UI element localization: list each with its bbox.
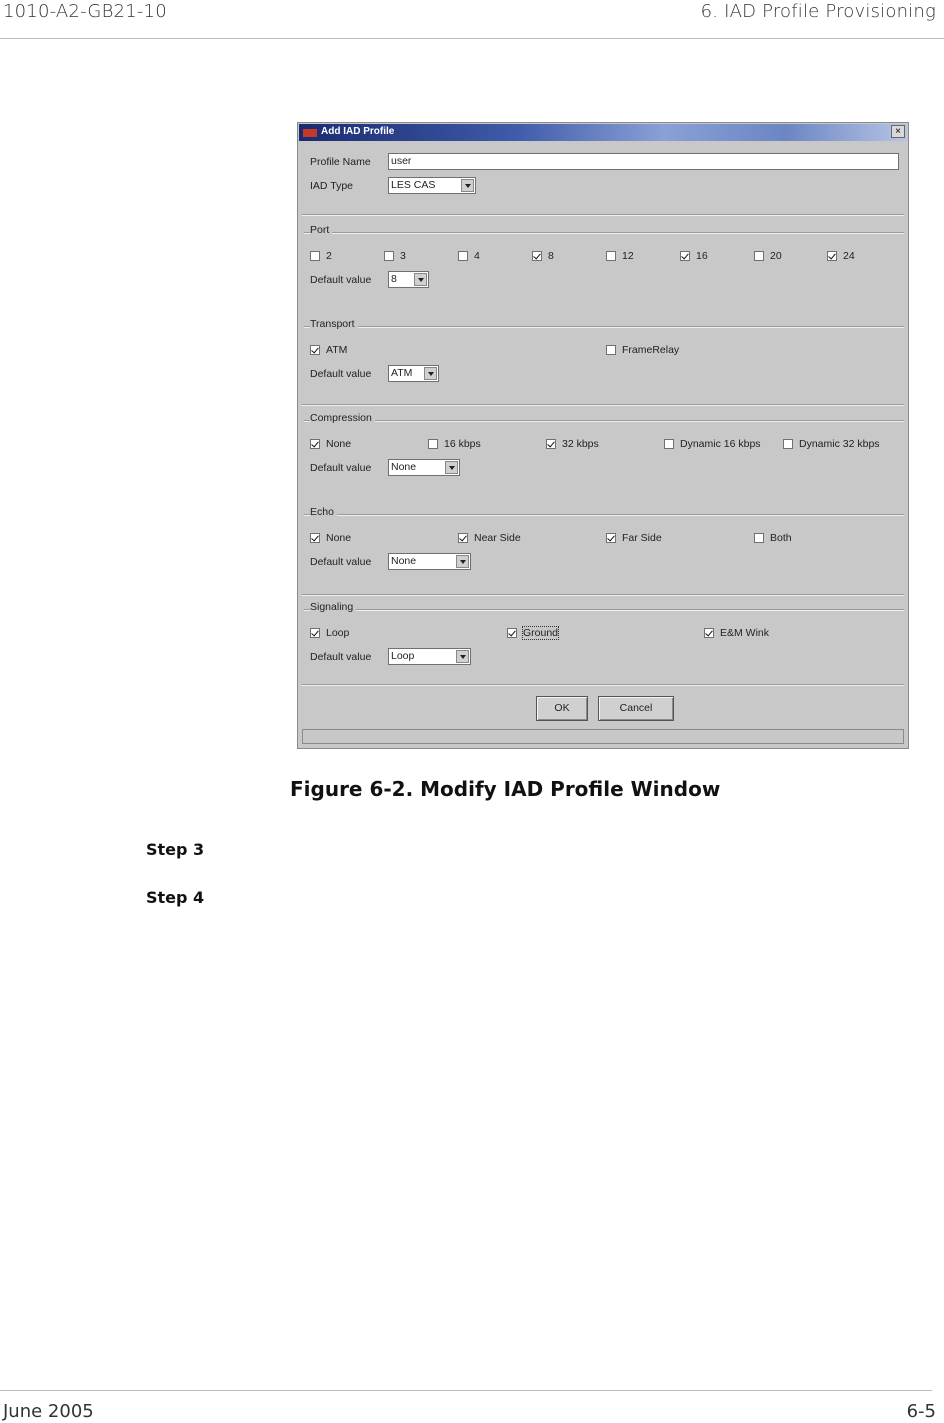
port-4-label: 4 xyxy=(474,250,480,262)
compression-default-label: Default value xyxy=(310,462,372,474)
signaling-default-label: Default value xyxy=(310,651,372,663)
compression-16kbps-checkbox[interactable] xyxy=(428,439,438,449)
status-bar xyxy=(302,729,904,744)
signaling-em-wink-checkbox[interactable] xyxy=(704,628,714,638)
echo-none-label: None xyxy=(326,532,352,544)
port-24-label: 24 xyxy=(843,250,855,262)
port-default-value: 8 xyxy=(391,273,397,285)
transport-default-value: ATM xyxy=(391,367,413,379)
transport-framerelay-checkbox[interactable] xyxy=(606,345,616,355)
compression-dynamic-16kbps-checkbox[interactable] xyxy=(664,439,674,449)
echo-both-checkbox[interactable] xyxy=(754,533,764,543)
echo-default-select[interactable] xyxy=(388,553,471,570)
compression-dynamic-32kbps-label: Dynamic 32 kbps xyxy=(799,438,880,450)
compression-none-checkbox[interactable] xyxy=(310,439,320,449)
footer-rule xyxy=(0,1390,932,1391)
transport-atm-checkbox[interactable] xyxy=(310,345,320,355)
transport-default-label: Default value xyxy=(310,368,372,380)
app-icon xyxy=(303,129,317,137)
port-2-checkbox[interactable] xyxy=(310,251,320,261)
compression-group-line xyxy=(304,420,904,422)
port-20-checkbox[interactable] xyxy=(754,251,764,261)
chevron-down-icon[interactable] xyxy=(461,179,474,192)
chapter-title: 6. IAD Profile Provisioning xyxy=(700,1,936,22)
chevron-down-icon[interactable] xyxy=(424,367,437,380)
iad-type-value: LES CAS xyxy=(391,179,436,191)
port-group-title: Port xyxy=(310,224,332,236)
signaling-loop-checkbox[interactable] xyxy=(310,628,320,638)
ok-button[interactable]: OK xyxy=(536,696,588,721)
port-16-label: 16 xyxy=(696,250,708,262)
port-8-label: 8 xyxy=(548,250,554,262)
port-3-label: 3 xyxy=(400,250,406,262)
port-12-label: 12 xyxy=(622,250,634,262)
chevron-down-icon[interactable] xyxy=(456,650,469,663)
signaling-default-select[interactable] xyxy=(388,648,471,665)
transport-atm-label: ATM xyxy=(326,344,348,356)
transport-framerelay-label: FrameRelay xyxy=(622,344,680,356)
signaling-ground-label: Ground xyxy=(523,627,559,639)
compression-dynamic-16kbps-label: Dynamic 16 kbps xyxy=(680,438,761,450)
port-3-checkbox[interactable] xyxy=(384,251,394,261)
compression-32kbps-checkbox[interactable] xyxy=(546,439,556,449)
figure-caption: Figure 6-2. Modify IAD Profile Window xyxy=(290,777,721,801)
echo-default-value: None xyxy=(391,555,417,567)
echo-near-side-label: Near Side xyxy=(474,532,521,544)
port-16-checkbox[interactable] xyxy=(680,251,690,261)
compression-none-label: None xyxy=(326,438,352,450)
signaling-em-wink-label: E&M Wink xyxy=(720,627,770,639)
step-3-label: Step 3 xyxy=(146,840,205,859)
chevron-down-icon[interactable] xyxy=(445,461,458,474)
divider xyxy=(302,214,904,216)
document-id: 1010-A2-GB21-10 xyxy=(3,1,167,22)
echo-far-side-label: Far Side xyxy=(622,532,662,544)
echo-group-title: Echo xyxy=(310,506,337,518)
compression-group-title: Compression xyxy=(310,412,375,424)
page-number: 6-5 xyxy=(906,1401,936,1422)
profile-name-input[interactable]: user xyxy=(388,153,899,170)
transport-default-select[interactable] xyxy=(388,365,439,382)
port-default-label: Default value xyxy=(310,274,372,286)
port-2-label: 2 xyxy=(326,250,332,262)
chevron-down-icon[interactable] xyxy=(414,273,427,286)
step-4-label: Step 4 xyxy=(146,888,205,907)
window-titlebar[interactable] xyxy=(299,124,907,141)
port-default-select[interactable] xyxy=(388,271,429,288)
page-header xyxy=(0,0,944,39)
transport-group-line xyxy=(304,326,904,328)
add-iad-profile-window xyxy=(297,122,909,749)
iad-type-label: IAD Type xyxy=(310,180,353,192)
echo-none-checkbox[interactable] xyxy=(310,533,320,543)
port-group-line xyxy=(304,232,904,234)
echo-far-side-checkbox[interactable] xyxy=(606,533,616,543)
compression-default-select[interactable] xyxy=(388,459,460,476)
signaling-group-line xyxy=(304,609,904,611)
cancel-button[interactable]: Cancel xyxy=(598,696,674,721)
port-20-label: 20 xyxy=(770,250,782,262)
signaling-default-value: Loop xyxy=(391,650,415,662)
signaling-group-title: Signaling xyxy=(310,601,356,613)
divider xyxy=(302,404,904,406)
port-12-checkbox[interactable] xyxy=(606,251,616,261)
signaling-ground-checkbox[interactable] xyxy=(507,628,517,638)
echo-default-label: Default value xyxy=(310,556,372,568)
iad-type-select[interactable] xyxy=(388,177,476,194)
signaling-loop-label: Loop xyxy=(326,627,350,639)
profile-name-label: Profile Name xyxy=(310,156,371,168)
port-8-checkbox[interactable] xyxy=(532,251,542,261)
compression-32kbps-label: 32 kbps xyxy=(562,438,599,450)
compression-dynamic-32kbps-checkbox[interactable] xyxy=(783,439,793,449)
footer-date: June 2005 xyxy=(3,1401,94,1422)
chevron-down-icon[interactable] xyxy=(456,555,469,568)
compression-default-value: None xyxy=(391,461,417,473)
divider xyxy=(302,594,904,596)
echo-group-line xyxy=(304,514,904,516)
port-24-checkbox[interactable] xyxy=(827,251,837,261)
transport-group-title: Transport xyxy=(310,318,358,330)
port-4-checkbox[interactable] xyxy=(458,251,468,261)
echo-both-label: Both xyxy=(770,532,792,544)
echo-near-side-checkbox[interactable] xyxy=(458,533,468,543)
window-title: Add IAD Profile xyxy=(321,126,395,137)
compression-16kbps-label: 16 kbps xyxy=(444,438,481,450)
close-icon[interactable]: × xyxy=(891,125,905,138)
divider xyxy=(302,684,904,686)
